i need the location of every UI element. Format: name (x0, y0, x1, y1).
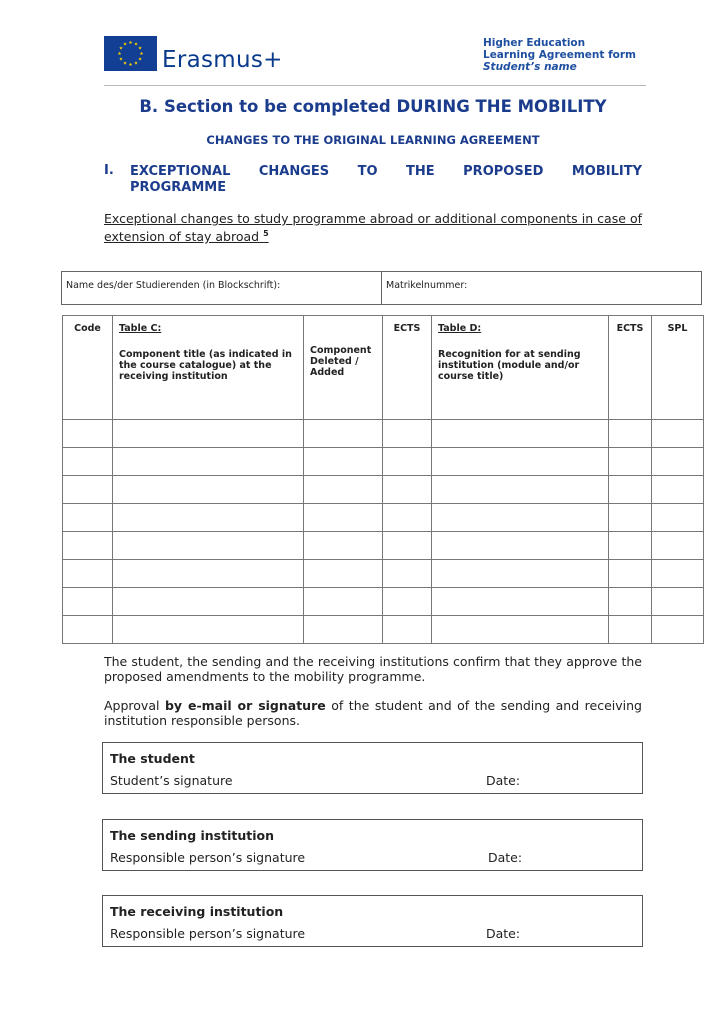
col-code-header: Code (63, 316, 113, 420)
ects-cell[interactable] (383, 504, 432, 532)
deleted-added-cell[interactable] (304, 420, 383, 448)
matrikel-field[interactable] (382, 272, 702, 304)
ects2-cell[interactable] (609, 476, 652, 504)
receiving-institution-signature-box[interactable] (102, 895, 643, 947)
approval-method-post: of the student and of the sending and receiving (331, 698, 642, 713)
matrikel-label: Matrikelnummer: (386, 280, 468, 291)
code-cell[interactable] (63, 560, 113, 588)
approval-line-2: proposed amendments to the mobility programme. (104, 669, 426, 684)
erasmus-logo-text: Erasmus+ (162, 47, 283, 73)
ects2-cell[interactable] (609, 532, 652, 560)
recognition-cell[interactable] (432, 504, 609, 532)
table-row (63, 448, 704, 476)
ects-cell[interactable] (383, 476, 432, 504)
subtitle: CHANGES TO THE ORIGINAL LEARNING AGREEMENT (206, 133, 540, 147)
component-title-cell[interactable] (113, 532, 304, 560)
heading-number: I. (104, 163, 114, 178)
ects-cell[interactable] (383, 532, 432, 560)
component-title-label: Component title (as indicated in the course catalogue) at the receiving institution (119, 349, 292, 382)
approval-line-1: The student, the sending and the receiving institutions confirm that they approve the (104, 654, 642, 669)
table-row (63, 560, 704, 588)
component-title-cell[interactable] (113, 616, 304, 644)
ects2-cell[interactable] (609, 560, 652, 588)
table-row (63, 420, 704, 448)
spl-cell[interactable] (652, 588, 704, 616)
component-title-cell[interactable] (113, 504, 304, 532)
student-signature-box[interactable] (102, 742, 643, 794)
ects2-cell[interactable] (609, 448, 652, 476)
col-table-c-header (113, 316, 304, 420)
table-row (63, 616, 704, 644)
code-cell[interactable] (63, 588, 113, 616)
col-deleted-added-header: Component Deleted / Added (304, 316, 383, 420)
spl-cell[interactable] (652, 448, 704, 476)
spl-cell[interactable] (652, 616, 704, 644)
student-name-box (61, 271, 702, 305)
date-label: Date: (486, 773, 521, 788)
recognition-label: Recognition for at sending institution (module and/or course title) (438, 349, 581, 382)
changes-table (62, 315, 704, 644)
ects-cell[interactable] (383, 560, 432, 588)
recognition-cell[interactable] (432, 588, 609, 616)
recognition-cell[interactable] (432, 448, 609, 476)
ects-cell[interactable] (383, 420, 432, 448)
ects2-cell[interactable] (609, 504, 652, 532)
signature-box-title: The sending institution (110, 828, 275, 843)
ects2-cell[interactable] (609, 420, 652, 448)
signature-label: Responsible person’s signature (110, 850, 306, 865)
ects-cell[interactable] (383, 448, 432, 476)
student-name-label: Name des/der Studierenden (in Blockschrift): (66, 280, 281, 291)
table-c-label: Table C: (119, 323, 162, 334)
col-spl-header: SPL (652, 316, 704, 420)
intro-text (104, 211, 642, 244)
signature-label: Responsible person’s signature (110, 926, 306, 941)
heading-text-line-2: PROGRAMME (130, 180, 227, 195)
recognition-cell[interactable] (432, 616, 609, 644)
spl-cell[interactable] (652, 420, 704, 448)
spl-cell[interactable] (652, 560, 704, 588)
table-row (63, 532, 704, 560)
component-title-cell[interactable] (113, 448, 304, 476)
intro-line-2: extension of stay abroad (104, 229, 260, 245)
ects2-cell[interactable] (609, 588, 652, 616)
component-title-cell[interactable] (113, 588, 304, 616)
approval-method-line-2: institution responsible persons. (104, 713, 300, 728)
signature-box-title: The student (110, 751, 195, 766)
component-title-cell[interactable] (113, 420, 304, 448)
table-body (63, 420, 704, 644)
heading-text-line-1: EXCEPTIONAL CHANGES TO THE PROPOSED MOBILITY (130, 164, 642, 179)
header-line-1: Higher Education (483, 37, 586, 49)
code-cell[interactable] (63, 448, 113, 476)
table-d-label: Table D: (438, 323, 482, 334)
code-cell[interactable] (63, 504, 113, 532)
section-title: B. Section to be completed DURING THE MOBILITY (139, 97, 607, 116)
deleted-added-cell[interactable] (304, 532, 383, 560)
approval-method-pre: Approval (104, 698, 160, 713)
approval-method-statement (104, 698, 642, 728)
code-cell[interactable] (63, 616, 113, 644)
spl-cell[interactable] (652, 532, 704, 560)
recognition-cell[interactable] (432, 420, 609, 448)
header-divider (104, 85, 646, 86)
header-line-2: Learning Agreement form (483, 49, 636, 61)
spl-cell[interactable] (652, 504, 704, 532)
deleted-added-cell[interactable] (304, 588, 383, 616)
date-label: Date: (486, 926, 521, 941)
spl-cell[interactable] (652, 476, 704, 504)
table-row (63, 504, 704, 532)
col-table-d-header (432, 316, 609, 420)
table-row (63, 476, 704, 504)
code-cell[interactable] (63, 476, 113, 504)
header-info (483, 37, 636, 73)
intro-line-1: Exceptional changes to study programme abroad or additional components in case of (104, 211, 642, 226)
ects2-cell[interactable] (609, 616, 652, 644)
table-header-row (63, 316, 704, 420)
eu-flag-logo (104, 36, 157, 71)
col-ects-header: ECTS (383, 316, 432, 420)
approval-method-bold: by e-mail or signature (164, 698, 326, 713)
signature-label: Student’s signature (110, 773, 233, 788)
signature-box-title: The receiving institution (110, 904, 284, 919)
recognition-cell[interactable] (432, 560, 609, 588)
ects-cell[interactable] (383, 588, 432, 616)
date-label: Date: (488, 850, 523, 865)
table-row (63, 588, 704, 616)
deleted-added-cell[interactable] (304, 476, 383, 504)
recognition-cell[interactable] (432, 476, 609, 504)
deleted-added-cell[interactable] (304, 448, 383, 476)
deleted-added-cell[interactable] (304, 560, 383, 588)
sending-institution-signature-box[interactable] (102, 819, 643, 871)
footnote-marker: 5 (263, 229, 269, 238)
ects-cell[interactable] (383, 616, 432, 644)
col-ects2-header: ECTS (609, 316, 652, 420)
code-cell[interactable] (63, 532, 113, 560)
student-name-field[interactable] (62, 272, 382, 304)
deleted-added-cell[interactable] (304, 616, 383, 644)
header-student-name: Student’s name (483, 61, 577, 73)
code-cell[interactable] (63, 420, 113, 448)
recognition-cell[interactable] (432, 532, 609, 560)
approval-statement (104, 654, 642, 684)
component-title-cell[interactable] (113, 560, 304, 588)
deleted-added-cell[interactable] (304, 504, 383, 532)
component-title-cell[interactable] (113, 476, 304, 504)
eu-stars-icon (104, 36, 157, 71)
